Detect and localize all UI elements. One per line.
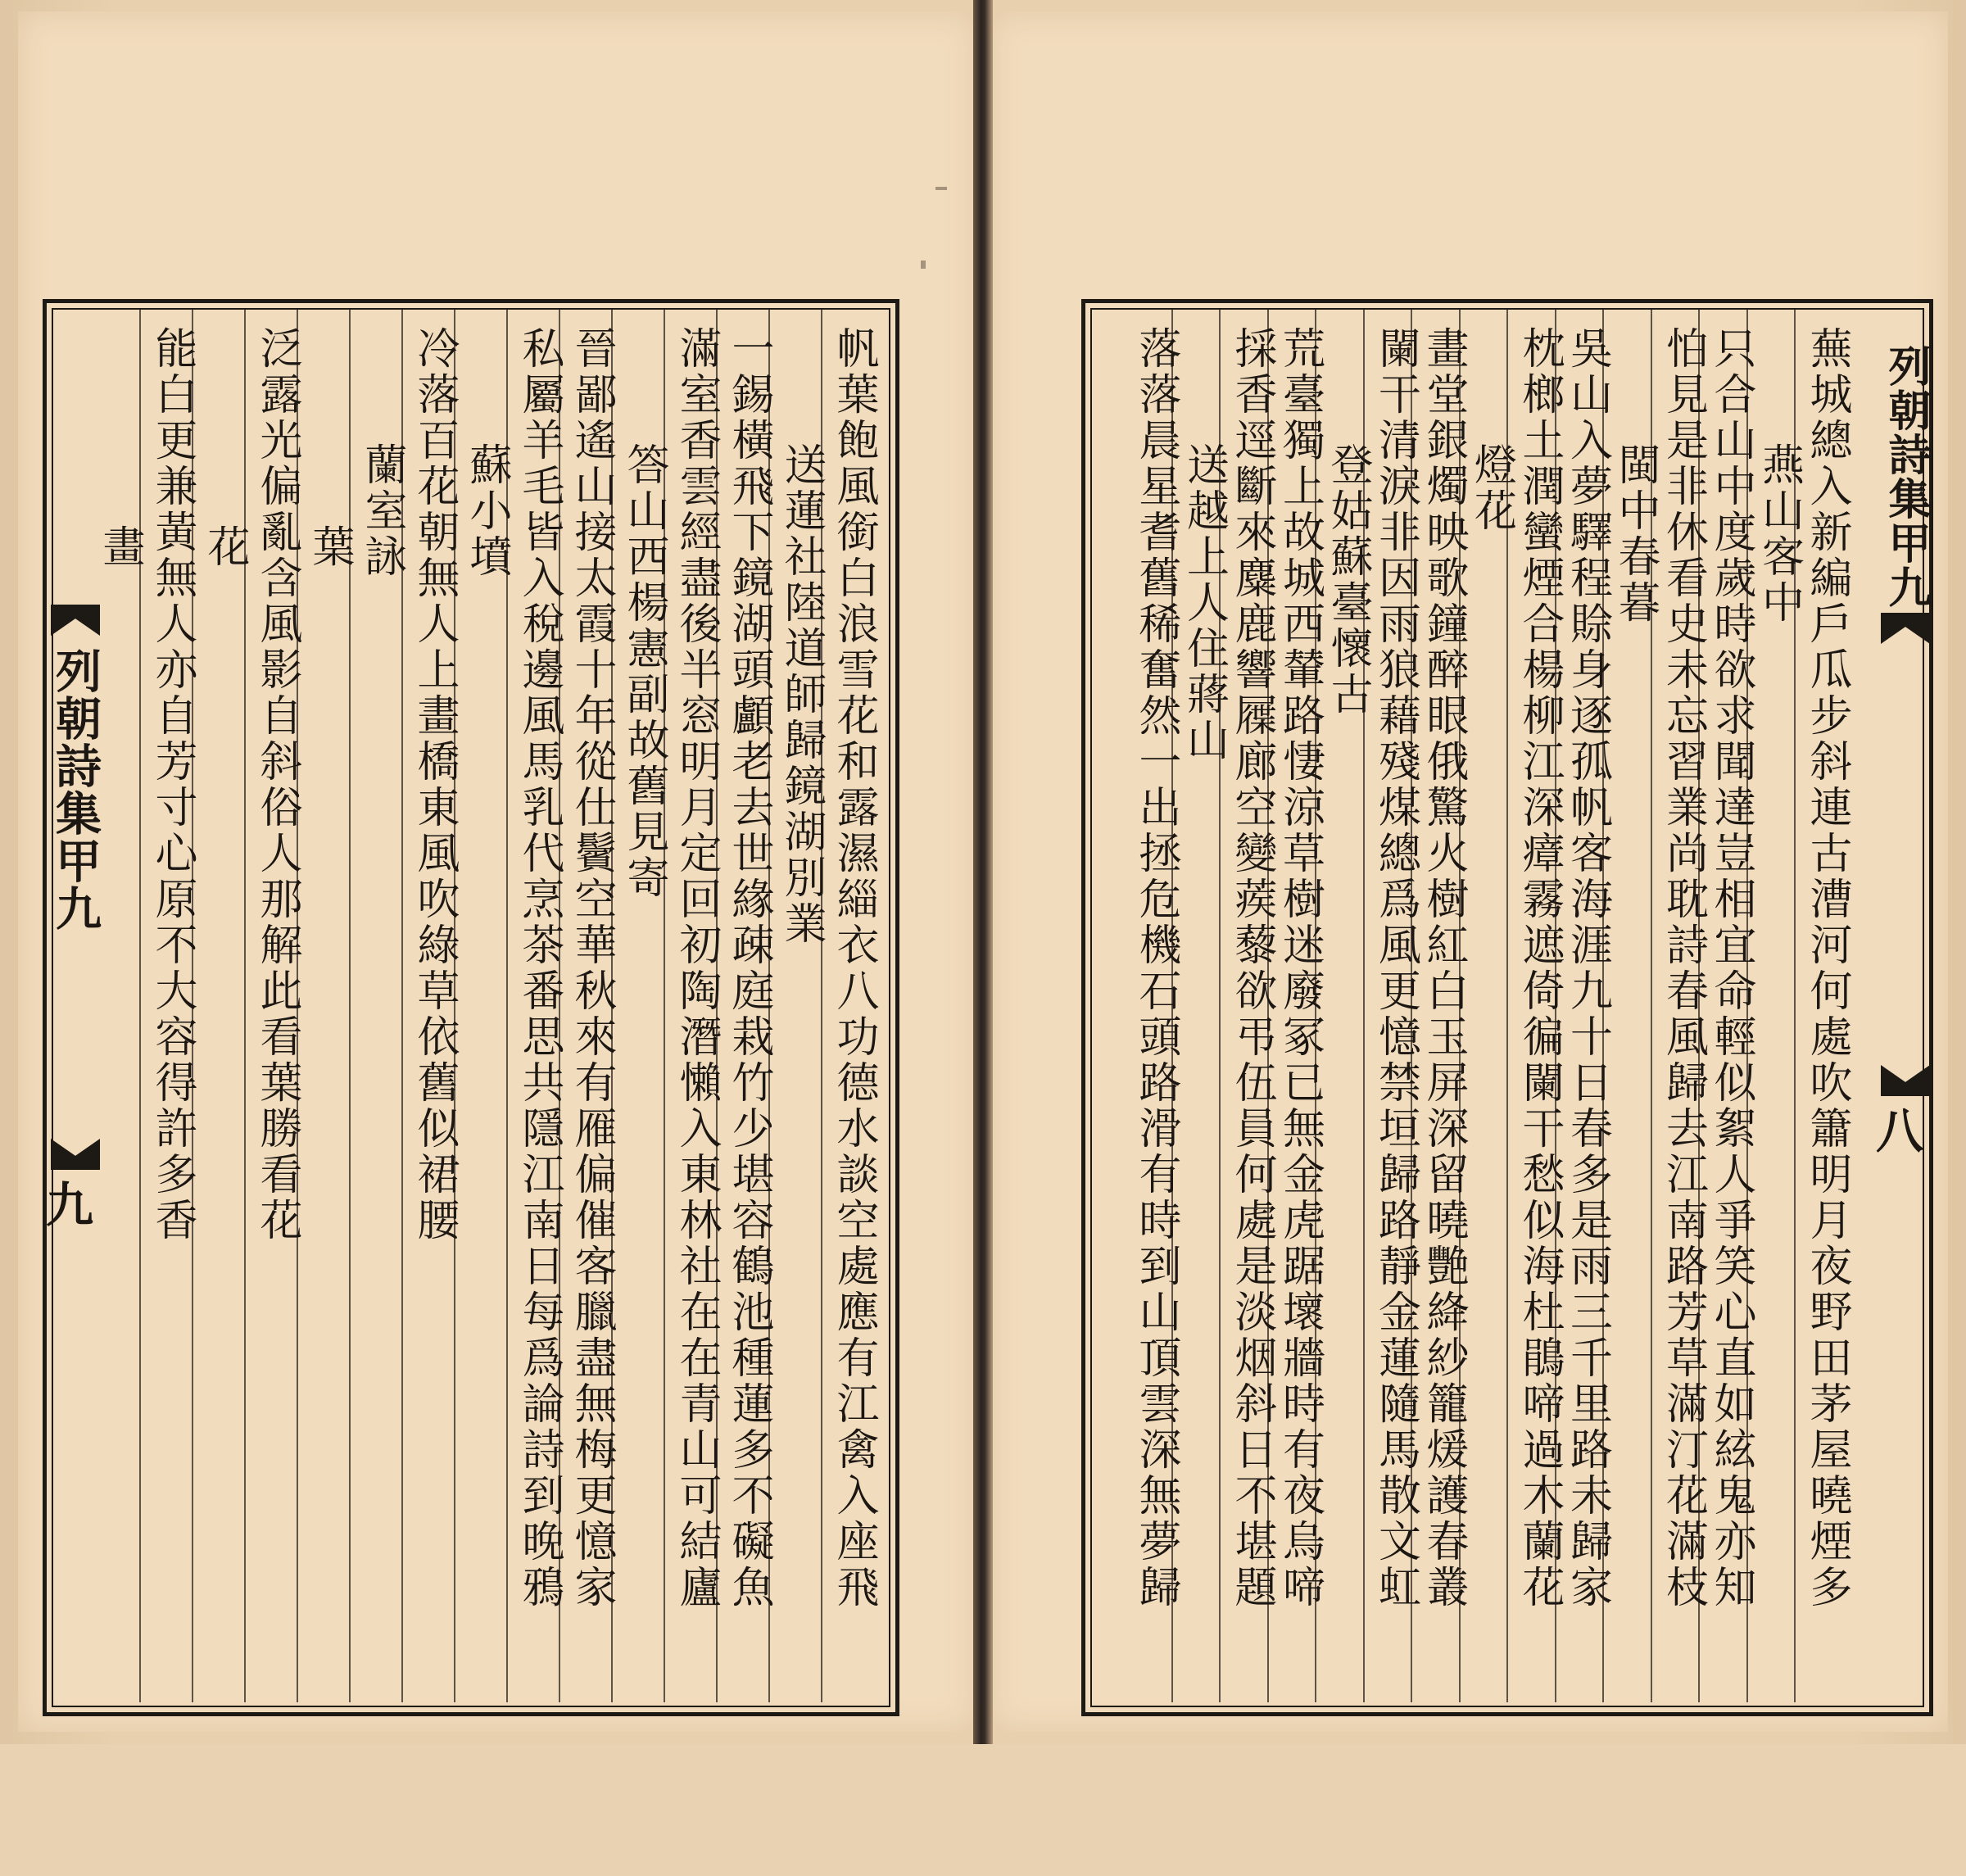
text-column-body: 荒臺獨上故城西輦路悽涼草樹迷廢冢已無金虎踞壞牆時有夜烏啼 [1275,326,1325,1611]
text-column-body: 採香逕斷來麋鹿響屧廊空變蒺藜欲弔伍員何處是淡烟斜日不堪題 [1227,326,1276,1611]
text-column-body: 只合山中度歲時欲求聞達豈相宜命輕似絮人爭笑心直如絃鬼亦知 [1706,326,1755,1611]
center-column-title: 列朝詩集甲九 [48,647,102,932]
ink-speck [935,187,947,190]
text-column-subtitle: 葉 [305,524,354,570]
text-column-body: 泛露光偏亂含風影自斜俗人那解此看葉勝看花 [252,326,301,1244]
page-number: 九 [38,1180,93,1227]
text-column-body: 畫堂銀燭映歌鐘醉眼俄驚火樹紅白玉屏深留曉艷絳紗籠煖護春叢 [1419,326,1468,1611]
ink-speck [921,261,926,269]
book-gutter [973,0,993,1744]
text-column-title: 蘇小墳 [462,442,511,580]
text-column-body: 冷落百花朝無人上畫橋東風吹綠草依舊似裙腰 [410,326,459,1244]
text-column-body: 一錫橫飛下鏡湖頭顱老去世緣疎庭栽竹少堪容鶴池種蓮多不礙魚 [724,326,773,1611]
text-column-body: 私屬羊毛皆入稅邊風馬乳代烹茶番思共隱江南日每爲論詩到晚鴉 [514,326,564,1611]
text-column-title: 答山西楊憲副故舊見寄 [619,442,668,901]
text-column-subtitle: 畫 [95,524,144,570]
text-column-title: 燈花 [1466,442,1516,534]
text-column-body: 能白更兼黃無人亦自芳寸心原不大容得許多香 [147,326,197,1244]
text-column-title: 登姑蘇臺懷古 [1323,442,1372,718]
text-column-title: 燕山客中 [1754,442,1804,626]
text-column-body: 枕榔土潤蠻煙合楊柳江深瘴霧遮倚徧闌干愁似海杜鵑啼過木蘭花 [1515,326,1564,1611]
text-column-title: 送蓮社陸道師歸鏡湖別業 [777,442,826,947]
text-column-body: 落落晨星耆舊稀奮然一出拯危機石頭路滑有時到山頂雲深無夢歸 [1131,326,1180,1611]
text-column-body: 蕪城總入新編戶瓜步斜連古漕河何處吹簫明月夜野田茅屋曉煙多 [1802,326,1851,1611]
text-column-body: 帆葉飽風銜白浪雪花和露濕緇衣八功德水談空處應有江禽入座飛 [829,326,878,1611]
text-column-body: 滿室香雲經盡後半窓明月定回初陶潛懶入東林社在在青山可結廬 [672,326,721,1611]
text-column-subtitle: 花 [200,524,249,570]
text-column-title: 閩中春暮 [1610,442,1660,626]
center-column-title: 列朝詩集甲九 [1881,344,1931,609]
text-column-body: 吳山入夢驛程賒身逐孤帆客海涯九十日春多是雨三千里路未歸家 [1562,326,1612,1611]
text-column-body: 怕見是非休看史未忘習業尚耽詩春風歸去江南路芳草滿汀花滿枝 [1658,326,1708,1611]
text-column-body: 晉鄙遙山接太霞十年從仕鬢空華秋來有雁偏催客臘盡無梅更憶家 [567,326,616,1611]
text-column-title: 蘭室詠 [357,442,406,580]
text-column-body: 闌干清淚非因雨狼藉殘煤總爲風更憶禁垣歸路靜金蓮隨馬散文虹 [1370,326,1420,1611]
text-column-title: 送越上人住蔣山 [1179,442,1229,764]
page-number: 八 [1868,1106,1923,1153]
